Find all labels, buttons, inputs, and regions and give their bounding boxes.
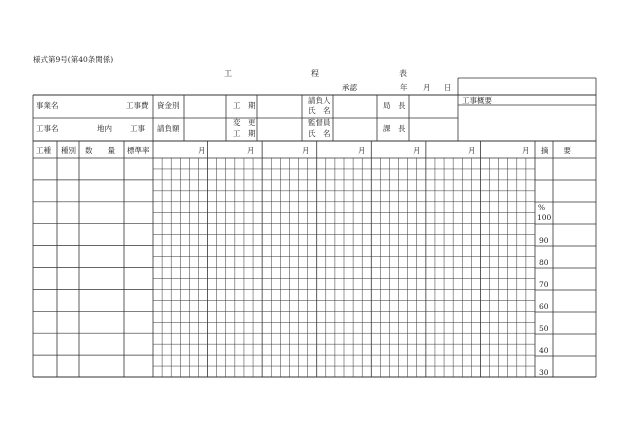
title-char-2: 程	[311, 69, 319, 78]
approval-day: 日	[444, 83, 452, 92]
percent-40: 40	[539, 346, 549, 355]
contractor-name-label: 氏 名	[308, 106, 331, 115]
title-char-3: 表	[399, 69, 407, 78]
percent-50: 50	[539, 324, 549, 333]
percent-sign: %	[538, 203, 546, 212]
work-type-header: 工種	[36, 146, 51, 155]
percent-60: 60	[539, 302, 549, 311]
month-header-6: 月	[468, 146, 476, 155]
work-name-label: 工事名	[36, 124, 59, 133]
change-period-label: 工 期	[233, 129, 256, 138]
approval-label: 承認	[342, 83, 357, 92]
percent-100: 100	[537, 213, 552, 222]
fund-type-field[interactable]	[185, 95, 225, 117]
supervisor-name-label: 氏 名	[308, 129, 331, 138]
remarks-header: 摘 要	[541, 146, 571, 155]
percent-80: 80	[539, 258, 549, 267]
supervisor-name-field[interactable]	[334, 118, 376, 141]
month-header-2: 月	[247, 146, 255, 155]
approval-month: 月	[423, 83, 431, 92]
percent-30: 30	[539, 368, 549, 377]
director-stamp-field[interactable]	[410, 95, 458, 117]
change-label: 変 更	[233, 118, 256, 127]
month-header-1: 月	[198, 146, 206, 155]
change-period-field[interactable]	[258, 118, 300, 141]
title-char-1: 工	[224, 69, 232, 78]
standard-rate-header: 標準率	[127, 146, 150, 155]
schedule-chart-area[interactable]	[153, 158, 535, 377]
approval-year: 年	[400, 83, 408, 92]
location-label: 地内	[97, 124, 112, 133]
month-header-3: 月	[302, 146, 310, 155]
contract-amount-field[interactable]	[185, 118, 225, 141]
percent-70: 70	[539, 280, 549, 289]
section-chief-stamp-field[interactable]	[410, 118, 458, 141]
contractor-name-field[interactable]	[334, 95, 376, 117]
month-header-7: 月	[522, 146, 530, 155]
project-name-label: 事業名	[36, 101, 59, 110]
period-label: 工 期	[233, 101, 256, 110]
contractor-label: 請負人	[308, 96, 331, 105]
contract-amount-label: 請負額	[157, 124, 180, 133]
section-chief-label: 課 長	[383, 124, 406, 133]
fund-type-label: 資金別	[157, 101, 180, 110]
supervisor-label: 監督員	[308, 118, 331, 127]
form-number-label: 様式第9号(第40条関係)	[33, 55, 114, 64]
quantity-header: 数 量	[85, 146, 115, 155]
category-header: 種別	[61, 146, 76, 155]
project-name-field[interactable]	[66, 95, 122, 117]
period-field[interactable]	[258, 95, 300, 117]
work-outline-label: 工事概要	[462, 96, 492, 105]
work-outline-field[interactable]	[459, 106, 596, 140]
month-header-4: 月	[358, 146, 366, 155]
percent-90: 90	[539, 236, 549, 245]
work-label: 工事	[130, 124, 145, 133]
construction-cost-label: 工事費	[126, 101, 149, 110]
month-header-5: 月	[413, 146, 421, 155]
director-label: 局 長	[383, 101, 406, 110]
